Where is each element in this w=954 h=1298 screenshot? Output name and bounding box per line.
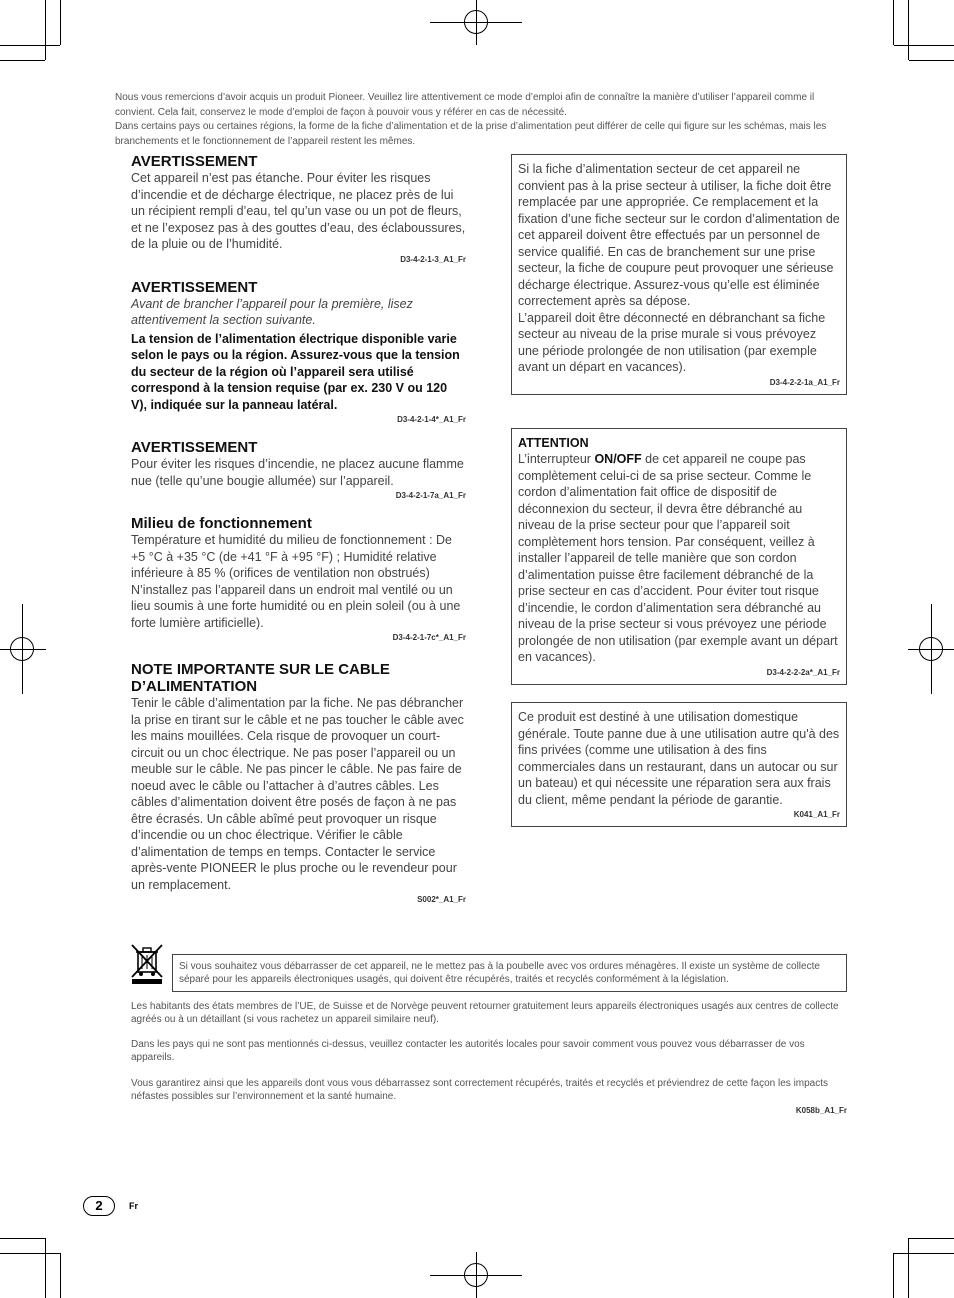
reference-code: D3-4-2-1-4*_A1_Fr [397,415,466,424]
reference-code: S002*_A1_Fr [417,895,466,904]
language-label: Fr [129,1201,138,1211]
plug-replacement-box [511,154,847,395]
section-heading: AVERTISSEMENT [131,439,258,456]
intro-paragraph: Dans certains pays ou certaines régions, la forme de la fiche d’alimentation et de la prise d’alimentation peut différer de celle qui figure sur les schémas, mais les branchements et le fonctionnement de l’appareil restent les mêmes. [115,121,827,147]
box-body: Si la fiche d’alimentation secteur de cet appareil ne convient pas à la prise secteur à utiliser, la fiche doit être remplacée par une appropriée. Ce remplacement et la fixation d’une fiche secteur sur le cordon d’alimentation de cet appareil doivent être effectués par un personnel de service qualifié. En cas de branchement sur une prise secteur, la fiche de coupure peut provoquer une sérieuse décharge électrique. Assurez-vous qu’elle est éliminée correctement après sa dépose. [518,162,840,308]
section-body: Tenir le câble d’alimentation par la fiche. Ne pas débrancher la prise en tirant sur le câble et ne pas toucher le câble avec les mains mouillées. Cela risque de provoquer un court-circuit ou un choc électrique. Ne pas poser l’appareil ou un meuble sur le câble. Ne pas pincer le câble. Ne pas faire de noeud avec le câble ou l’attacher à d’autres câbles. Les câbles d’alimentation doivent être posés de façon à ne pas être écrasés. Un câble abîmé peut provoquer un risque d’incendie ou un choc électrique. Vérifier le câble d’alimentation de temps en temps. Contacter le service après-vente PIONEER le plus proche ou le revendeur pour un remplacement. [131,696,464,892]
reference-code: D3-4-2-1-3_A1_Fr [400,254,466,264]
disposal-box: Si vous souhaitez vous débarrasser de cet appareil, ne le mettez pas à la poubelle avec vos ordures ménagères. Il existe un système de collecte séparé pour les appareils électroniques usagés, qui doivent être récupérés, traités et recyclés conformément à la législation. [172,954,847,992]
crop-mark [0,60,45,61]
page-number: 2 [83,1196,115,1216]
registration-mark [919,637,943,661]
text-run: de cet appareil ne coupe pas complètement celui-ci de sa prise secteur. Comme le cordon d’alimentation fait office de dispositif de déconnexion du secteur, il devra être débranché au niveau de la prise secteur pour que l’appareil soit complètement hors tension. Par conséquent, veillez à installer l’appareil de telle manière que son cordon d’alimentation puisse être facilement débranché de la prise secteur en cas d’accident. Pour éviter tout risque d’incendie, le cordon d’alimentation sera débranché au niveau de la prise secteur si vous prévoyez une période prolongée de non utilisation (par exemple avant un départ en vacances). [518,452,838,664]
crop-mark [45,0,46,60]
crop-mark [0,1238,45,1239]
registration-mark [10,637,34,661]
reference-code: D3-4-2-1-7c*_A1_Fr [392,633,466,642]
section-body-bold: La tension de l’alimentation électrique disponible varie selon le pays ou la région. Assurez-vous que la tension du secteur de la région où l’appareil sera utilisé correspond à la tension requise (par ex. 230 V ou 120 V), indiquée sur la panneau latéral. [131,331,460,412]
disposal-paragraph: Dans les pays qui ne sont pas mentionnés ci-dessus, veuillez contacter les autorités locales pour savoir comment vous pouvez vous débarrasser de vos appareils. [131,1039,805,1063]
section-heading: Milieu de fonctionnement [131,515,312,532]
crop-mark [893,1253,894,1298]
attention-heading: ATTENTION [518,436,589,450]
section-intro: Avant de brancher l’appareil pour la première, lisez attentivement la section suivante. [131,296,413,327]
crop-mark [894,1253,954,1254]
section-body: Température et humidité du milieu de fonctionnement : De +5 °C à +35 °C (de +41 °F à +95 °F) ; Humidité relative inférieure à 85 % (orifices de ventilation non obstrués) [131,533,453,580]
reference-code: K041_A1_Fr [793,810,840,819]
reference-code: K058b_A1_Fr [795,1106,847,1115]
power-cable-section [131,661,466,905]
crop-mark [60,1253,61,1298]
registration-mark [464,10,488,34]
domestic-use-box [511,702,847,827]
section-body: Cet appareil n’est pas étanche. Pour éviter les risques d’incendie et de décharge électrique, ne placez près de lui un récipient rempli d’eau, tel qu’un vase ou un pot de fleurs, et ne l’exposez pas à des gouttes d’eau, des éclaboussures, de la pluie ou de l’humidité. [131,171,466,251]
crop-mark [0,45,60,46]
warning-section-voltage [131,279,466,426]
section-heading: AVERTISSEMENT [131,153,258,170]
crossed-bin-icon [129,944,165,984]
registration-mark [464,1263,488,1287]
section-body: Pour éviter les risques d’incendie, ne placez aucune flamme nue (telle qu’une bougie allumée) sur l’appareil. [131,457,464,488]
box-body: L’appareil doit être déconnecté en débranchant sa fiche secteur au niveau de la prise murale si vous prévoyez une période prolongée de non utilisation (par exemple avant un départ en vacances). [518,310,826,374]
warning-section-water [131,153,466,265]
crop-mark [909,1238,954,1239]
crop-mark [45,1238,46,1298]
left-column [131,153,466,919]
disposal-paragraph: Vous garantirez ainsi que les appareils dont vous vous débarrassez sont correctement récupérés, traités et recyclés et préviendrez de cette façon les impacts néfastes possibles sur l’environnement et la santé humaine. [131,1078,829,1102]
intro-paragraph: Nous vous remercions d’avoir acquis un produit Pioneer. Veuillez lire attentivement ce mode d’emploi afin de connaître la manière d’utiliser l’appareil comme il convient. Cela fait, conservez le mode d’emploi de façon à pouvoir vous y référer en cas de nécessité. [115,92,815,118]
crop-mark [908,1238,909,1298]
text-run: L’interrupteur [518,452,595,466]
section-heading: NOTE IMPORTANTE SUR LE CABLE D’ALIMENTATION [131,661,390,695]
crop-mark [0,1253,60,1254]
section-body: N’installez pas l’appareil dans un endroit mal ventilé ou un lieu soumis à une forte humidité ou en plein soleil (ou à une forte lumière artificielle). [131,582,461,630]
crop-mark [909,60,954,61]
reference-code: D3-4-2-2-1a_A1_Fr [769,377,840,387]
reference-code: D3-4-2-1-7a_A1_Fr [395,491,466,500]
disposal-paragraph: Les habitants des états membres de l’UE, de Suisse et de Norvège peuvent retourner gratuitement leurs appareils électroniques usagés aux centres de collecte agréés ou à un détaillant (si vous rachetez un appareil similaire neuf). [131,1001,839,1025]
crop-mark [60,0,61,45]
section-heading: AVERTISSEMENT [131,278,258,296]
environment-section [131,515,466,643]
box-body [518,451,840,666]
box-body: Ce produit est destiné à une utilisation domestique générale. Toute panne due à une utilisation autre qu'à des fins privées (comme une utilisation à des fins commerciales dans un restaurant, dans un autocar ou sur un bateau) et qui nécessite une réparation sera aux frais du client, même pendant la période de garantie. [518,710,840,807]
attention-box [511,428,847,685]
crop-mark [893,0,894,45]
reference-code: D3-4-2-2-2a*_A1_Fr [766,667,840,677]
onoff-label: ON/OFF [594,452,642,466]
intro-text [115,91,857,149]
warning-section-flame [131,439,466,501]
crop-mark [894,45,954,46]
crop-mark [908,0,909,60]
